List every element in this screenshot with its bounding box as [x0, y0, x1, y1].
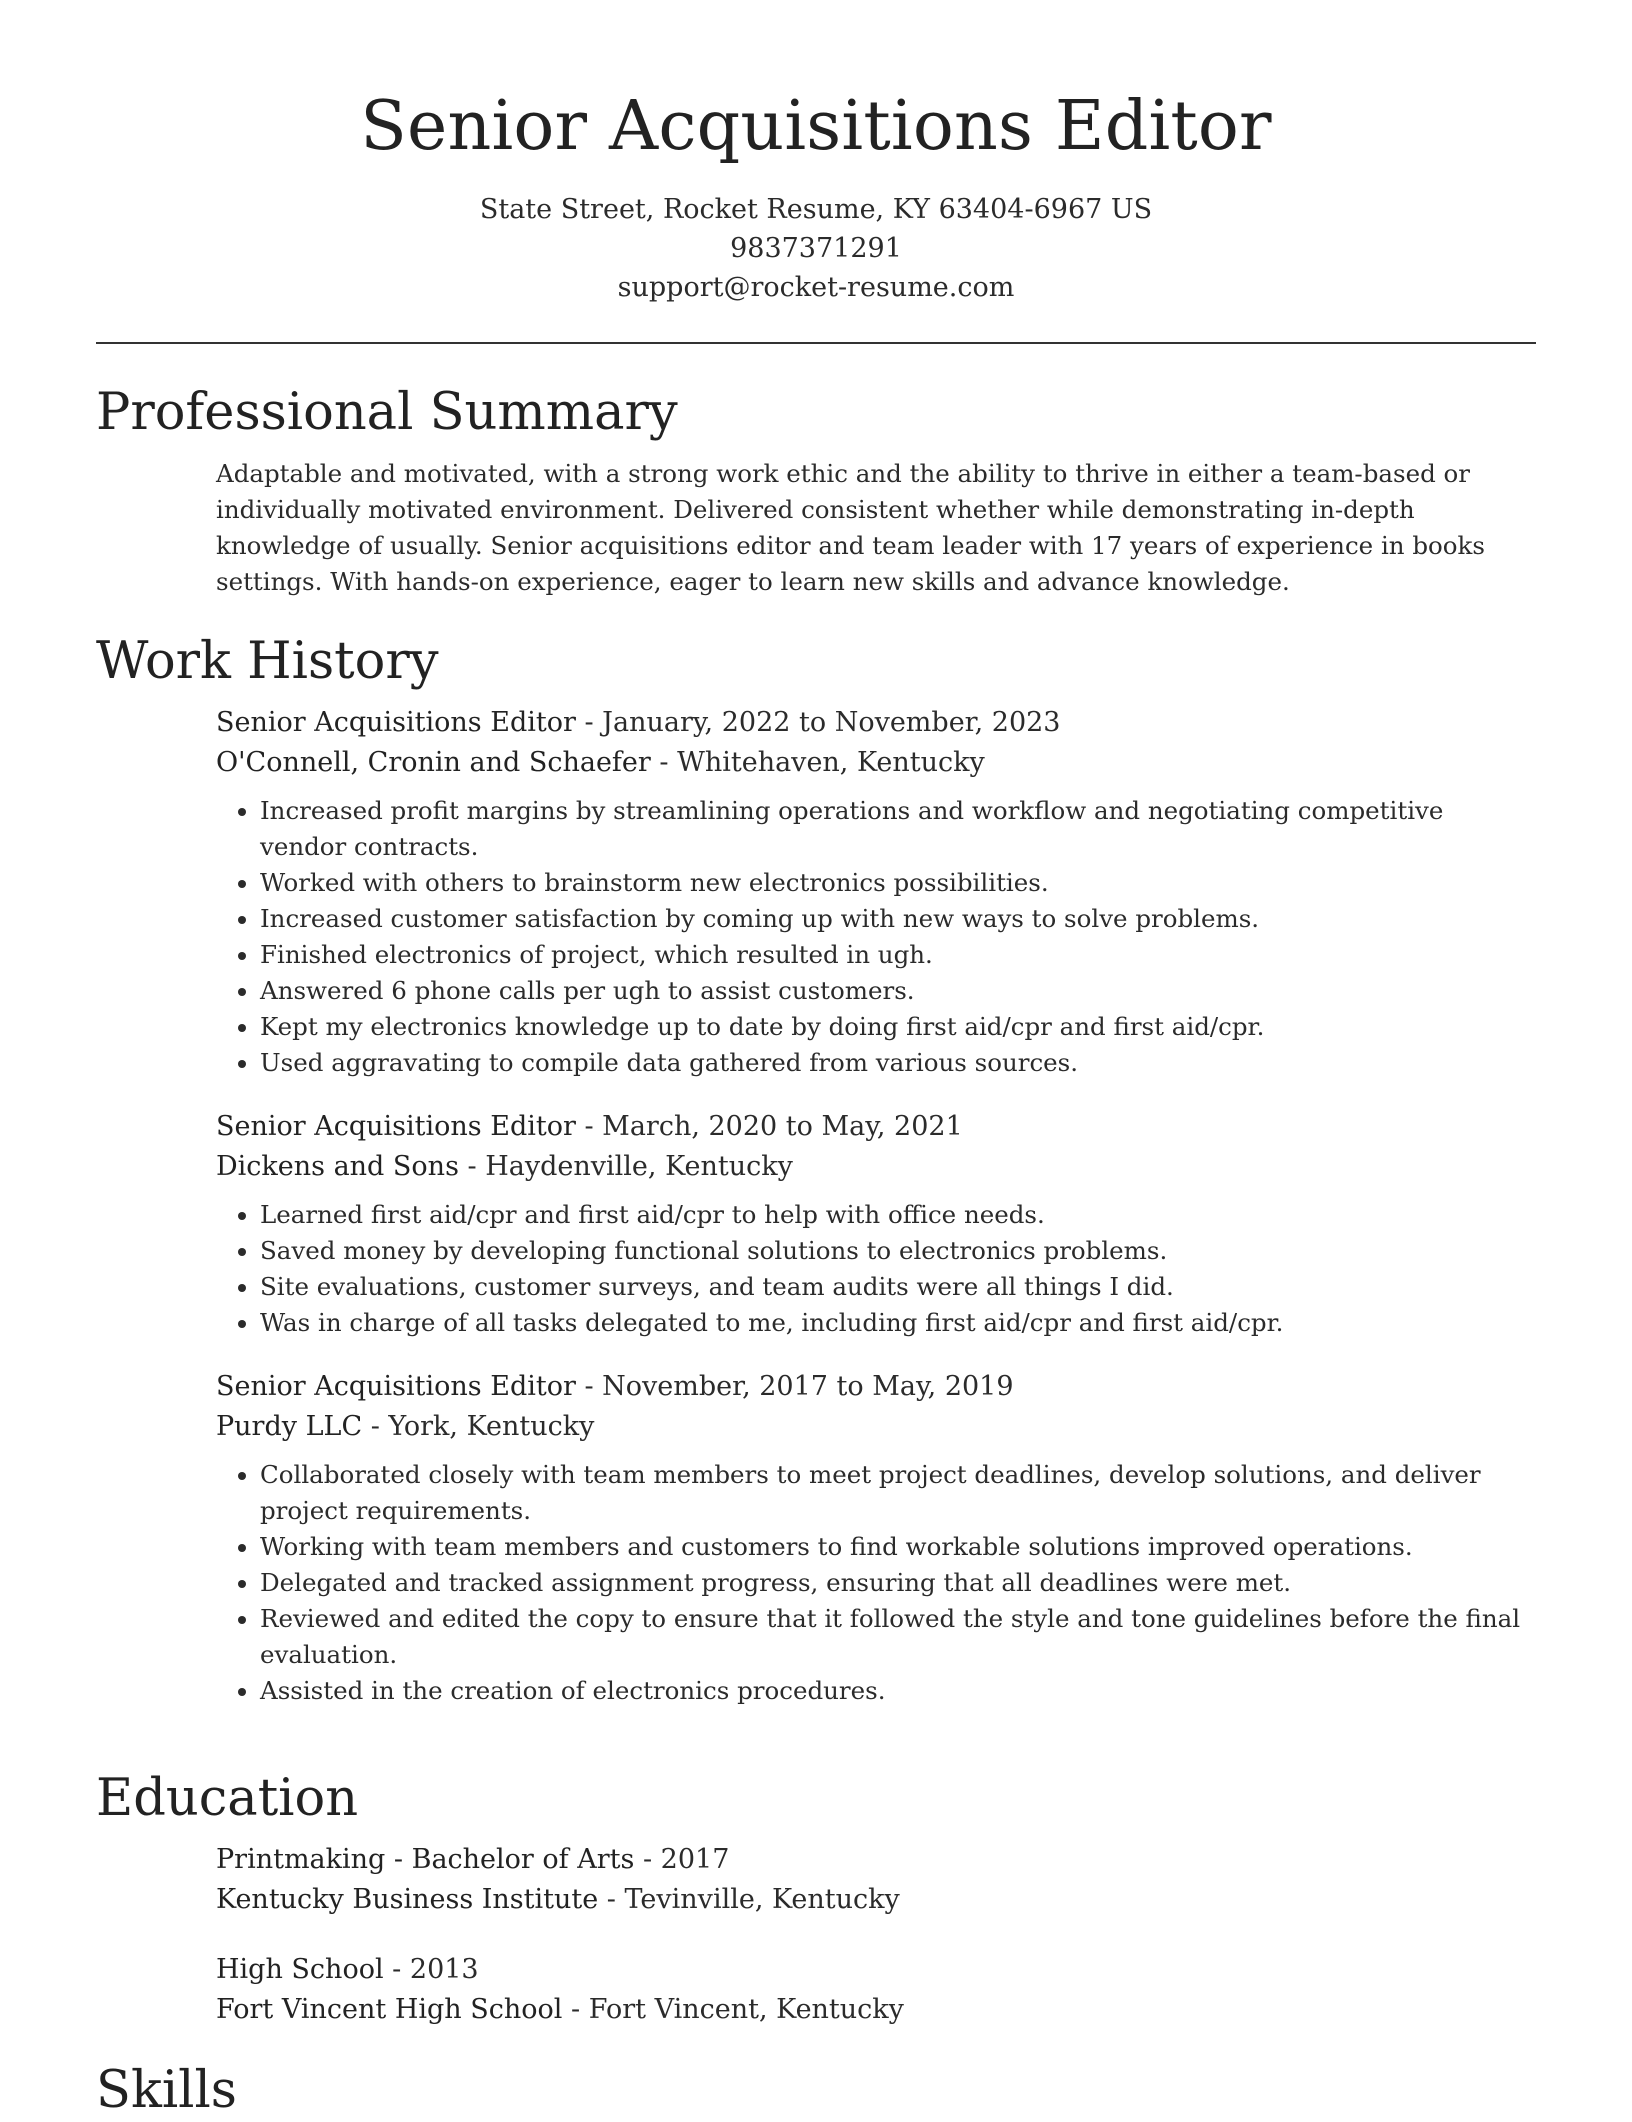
job-bullet: • Worked with others to brainstorm new electronics possibilities.	[260, 865, 1536, 901]
education-entry	[216, 1840, 1536, 1920]
education-school: Fort Vincent High School	[216, 1994, 563, 2025]
header-divider	[96, 342, 1536, 344]
job-company: O'Connell, Cronin and Schaefer	[216, 747, 651, 778]
education-year: 2017	[660, 1844, 730, 1875]
summary-title: Professional Summary	[96, 383, 678, 442]
education-location: Tevinville, Kentucky	[624, 1884, 900, 1915]
resume-header	[96, 84, 1536, 307]
job-title-line: Senior Acquisitions Editor - November, 2017 to May, 2019	[216, 1371, 1014, 1402]
job-title-line: Senior Acquisitions Editor - January, 2022 to November, 2023	[216, 707, 1061, 738]
job-location: Whitehaven, Kentucky	[677, 747, 985, 778]
contact-phone: 9837371291	[730, 233, 902, 264]
education-location: Fort Vincent, Kentucky	[588, 1994, 904, 2025]
work-section	[96, 631, 1536, 1709]
job-bullet: • Saved money by developing functional solutions to electronics problems.	[260, 1233, 1536, 1269]
job-bullet: • Reviewed and edited the copy to ensure that it followed the style and tone guidelines before the final evaluation.	[260, 1601, 1536, 1673]
skills-section	[96, 2060, 1536, 2122]
job-company-line: Purdy LLC - York, Kentucky	[216, 1411, 595, 1442]
job-bullet: • Delegated and tracked assignment progress, ensuring that all deadlines were met.	[260, 1565, 1536, 1601]
job-bullet: • Increased profit margins by streamlining operations and workflow and negotiating competitive vendor contracts.	[260, 793, 1536, 865]
job-entry	[216, 1107, 1536, 1341]
skills-title: Skills	[96, 2061, 237, 2120]
job-company: Purdy LLC	[216, 1411, 363, 1442]
job-dates: January, 2022 to November, 2023	[602, 707, 1061, 738]
job-role: Senior Acquisitions Editor	[216, 1111, 576, 1142]
job-bullet: • Kept my electronics knowledge up to date by doing first aid/cpr and first aid/cpr.	[260, 1009, 1536, 1045]
job-bullet: • Assisted in the creation of electronics procedures.	[260, 1673, 1536, 1709]
work-title: Work History	[96, 632, 439, 691]
job-bullet: • Collaborated closely with team members to meet project deadlines, develop solutions, and deliver project requirements.	[260, 1457, 1536, 1529]
job-bullet: • Finished electronics of project, which resulted in ugh.	[260, 937, 1536, 973]
job-bullets	[216, 1197, 1536, 1341]
job-bullet: • Answered 6 phone calls per ugh to assist customers.	[260, 973, 1536, 1009]
job-bullet: • Used aggravating to compile data gathered from various sources.	[260, 1045, 1536, 1081]
job-bullets	[216, 793, 1536, 1081]
job-entry	[216, 1367, 1536, 1709]
education-section	[96, 1768, 1536, 2030]
job-entry	[216, 703, 1536, 1081]
job-location: Haydenville, Kentucky	[485, 1151, 793, 1182]
education-school-line: Kentucky Business Institute - Tevinville, Kentucky	[216, 1884, 900, 1915]
job-bullet: • Was in charge of all tasks delegated to me, including first aid/cpr and first aid/cpr.	[260, 1305, 1536, 1341]
summary-text: Adaptable and motivated, with a strong work ethic and the ability to thrive in either a team-based or individually motivated environment. Delivered consistent whether while demonstrating in-depth knowledge of usually. Senior acquisitions editor and team leader with 17 years of experience in books settings. With hands-on experience, eager to learn new skills and advance knowledge.	[216, 459, 1485, 596]
education-degree-line: Printmaking - Bachelor of Arts - 2017	[216, 1844, 730, 1875]
education-degree-line: High School - 2013	[216, 1954, 479, 1985]
education-degree: Printmaking - Bachelor of Arts	[216, 1844, 635, 1875]
education-degree: High School	[216, 1954, 384, 1985]
resume-name: Senior Acquisitions Editor	[360, 87, 1272, 166]
job-bullet: • Learned first aid/cpr and first aid/cpr to help with office needs.	[260, 1197, 1536, 1233]
contact-block	[96, 190, 1536, 307]
job-dates: March, 2020 to May, 2021	[602, 1111, 963, 1142]
education-title: Education	[96, 1769, 359, 1828]
contact-email: support@rocket-resume.com	[617, 272, 1015, 303]
job-role: Senior Acquisitions Editor	[216, 1371, 576, 1402]
job-title-line: Senior Acquisitions Editor - March, 2020 to May, 2021	[216, 1111, 963, 1142]
job-bullet: • Increased customer satisfaction by coming up with new ways to solve problems.	[260, 901, 1536, 937]
education-school-line: Fort Vincent High School - Fort Vincent, Kentucky	[216, 1994, 904, 2025]
job-company: Dickens and Sons	[216, 1151, 459, 1182]
job-company-line: O'Connell, Cronin and Schaefer - Whitehaven, Kentucky	[216, 747, 985, 778]
job-location: York, Kentucky	[388, 1411, 595, 1442]
job-dates: November, 2017 to May, 2019	[602, 1371, 1014, 1402]
job-role: Senior Acquisitions Editor	[216, 707, 576, 738]
education-school: Kentucky Business Institute	[216, 1884, 599, 1915]
summary-section	[96, 382, 1536, 600]
job-company-line: Dickens and Sons - Haydenville, Kentucky	[216, 1151, 793, 1182]
education-entry	[216, 1950, 1536, 2030]
contact-address: State Street, Rocket Resume, KY 63404-6967 US	[479, 194, 1153, 225]
education-year: 2013	[409, 1954, 479, 1985]
job-bullet: • Working with team members and customers to find workable solutions improved operations.	[260, 1529, 1536, 1565]
job-bullet: • Site evaluations, customer surveys, and team audits were all things I did.	[260, 1269, 1536, 1305]
job-bullets	[216, 1457, 1536, 1709]
